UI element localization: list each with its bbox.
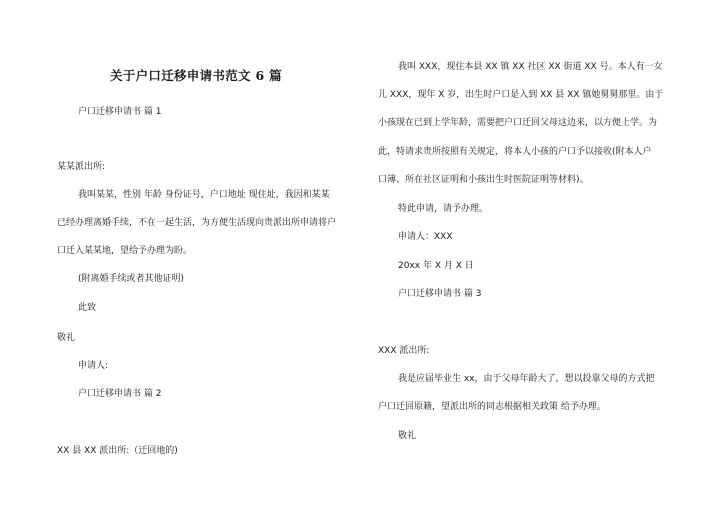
addressee-2: XX 县 XX 派出所:（迁回地的) (57, 446, 178, 456)
body-2-line-5: 口簿、所在社区证明和小孩出生时医院证明等材料)。 (378, 175, 589, 185)
request-line: 特此申请，请予办理。 (398, 204, 489, 214)
closing-regards: 敬礼 (57, 333, 76, 343)
section-heading-1: 户口迁移申请书 篇 1 (78, 107, 162, 117)
section-heading-2: 户口迁移申请书 篇 2 (78, 389, 162, 399)
section-heading-3: 户口迁移申请书 篇 3 (398, 289, 482, 299)
body-2-line-2: 儿 XXX，现年 X 岁，出生时户口是入到 XX 县 XX 镇她舅舅那里。由于 (378, 90, 664, 100)
addressee-1: 某某派出所: (57, 162, 106, 172)
closing-salutation: 此致 (78, 303, 97, 313)
body-3-line-1: 我是应届毕业生 xx，由于父母年龄大了，想以投靠父母的方式把 (398, 374, 655, 384)
body-1-line-1: 我叫某某，性别 年龄 身份证号，户口地址 现住址，我因和某某 (78, 190, 330, 200)
body-2-line-3: 小孩现在已到上学年龄，需要把户口迁回父母这边来，以方便上学。为 (378, 118, 658, 128)
body-2-line-1: 我叫 XXX，现住本县 XX 镇 XX 社区 XX 街道 XX 号。本人有一女 (398, 62, 663, 72)
addressee-3: XXX 派出所: (378, 346, 430, 356)
attachment-note: (附离婚手续或者其他证明) (78, 274, 185, 284)
applicant-label: 申请人: (78, 361, 109, 371)
document-title: 关于户口迁移申请书范文 6 篇 (110, 68, 282, 83)
date-line: 20xx 年 X 月 X 日 (398, 261, 474, 271)
body-2-line-4: 此，特请求贵所按照有关规定，将本人小孩的户口予以接收(附本人户 (378, 147, 652, 157)
body-3-line-2: 户口迁回原籍，望派出所的同志根据相关政策 给予办理。 (378, 402, 606, 412)
body-1-line-3: 口迁入某某地，望给予办理为盼。 (57, 246, 193, 256)
body-1-line-2: 已经办理离婚手续，不在一起生活，为方便生活现向贵派出所申请将户 (57, 218, 337, 228)
closing-regards-3: 敬礼 (398, 431, 417, 441)
applicant-line: 申请人：XXX (398, 232, 453, 242)
